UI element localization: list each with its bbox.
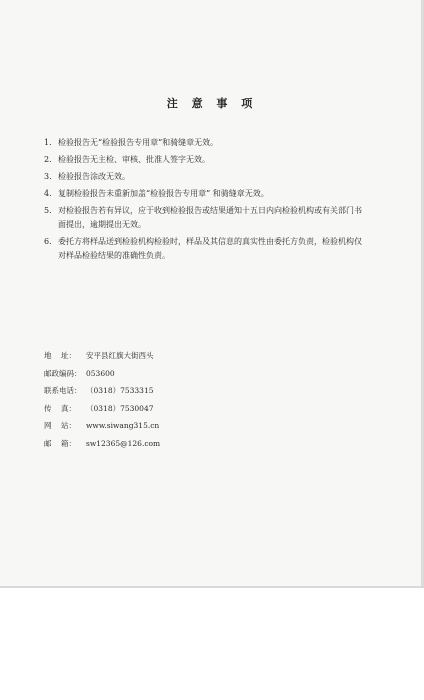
contact-label: 网 站： xyxy=(44,421,77,430)
contact-label: 地 址： xyxy=(44,351,77,360)
notes-list xyxy=(44,136,364,266)
address-value: 安平县红旗大街西头 xyxy=(86,351,154,360)
website-value: www.siwang315.cn xyxy=(86,421,160,430)
note-number: 5. xyxy=(44,206,52,215)
contact-website-row xyxy=(44,420,304,432)
note-number: 4. xyxy=(44,189,52,198)
contact-block xyxy=(44,350,304,455)
contact-label: 邮政编码： xyxy=(44,368,82,378)
contact-label: 邮 箱： xyxy=(44,438,77,448)
note-item xyxy=(44,204,364,232)
note-item xyxy=(44,187,364,201)
contact-email-row xyxy=(44,438,304,450)
note-text: 检验报告无主检、审核、批准人签字无效。 xyxy=(58,155,210,164)
note-number: 3. xyxy=(44,172,52,181)
contact-postcode-row xyxy=(44,368,304,380)
fax-value: （0318）7530047 xyxy=(86,403,154,413)
page-title: 注 意 事 项 xyxy=(166,97,258,110)
note-text: 对检验报告若有异议，应于收到检验报告或结果通知十五日内向检验机构或有关部门书面提出，逾期提出无效。 xyxy=(58,206,362,229)
contact-fax-row xyxy=(44,403,304,415)
note-number: 2. xyxy=(44,155,52,164)
contact-phone-row xyxy=(44,385,304,397)
note-text: 检验报告涂改无效。 xyxy=(58,172,130,181)
phone-value: （0318）7533315 xyxy=(86,386,154,395)
note-number: 6. xyxy=(44,237,52,246)
note-number: 1. xyxy=(44,138,52,147)
contact-label: 联系电话： xyxy=(44,386,82,395)
note-item xyxy=(44,136,364,150)
note-text: 检验报告无“检验报告专用章”和骑缝章无效。 xyxy=(58,138,219,147)
page-bottom-edge xyxy=(0,586,424,588)
note-item xyxy=(44,153,364,167)
contact-address-row xyxy=(44,350,304,362)
note-text: 复制检验报告未重新加盖“检验报告专用章” 和骑缝章无效。 xyxy=(58,189,269,198)
email-value: sw12365@126.com xyxy=(86,438,161,448)
postcode-value: 053600 xyxy=(86,368,115,378)
note-item xyxy=(44,170,364,184)
note-item xyxy=(44,235,364,263)
note-text: 委托方将样品送到检验机构检验时，样品及其信息的真实性由委托方负责，检验机构仅对样品检验结果的准确性负责。 xyxy=(58,237,362,260)
contact-label: 传 真： xyxy=(44,403,77,413)
